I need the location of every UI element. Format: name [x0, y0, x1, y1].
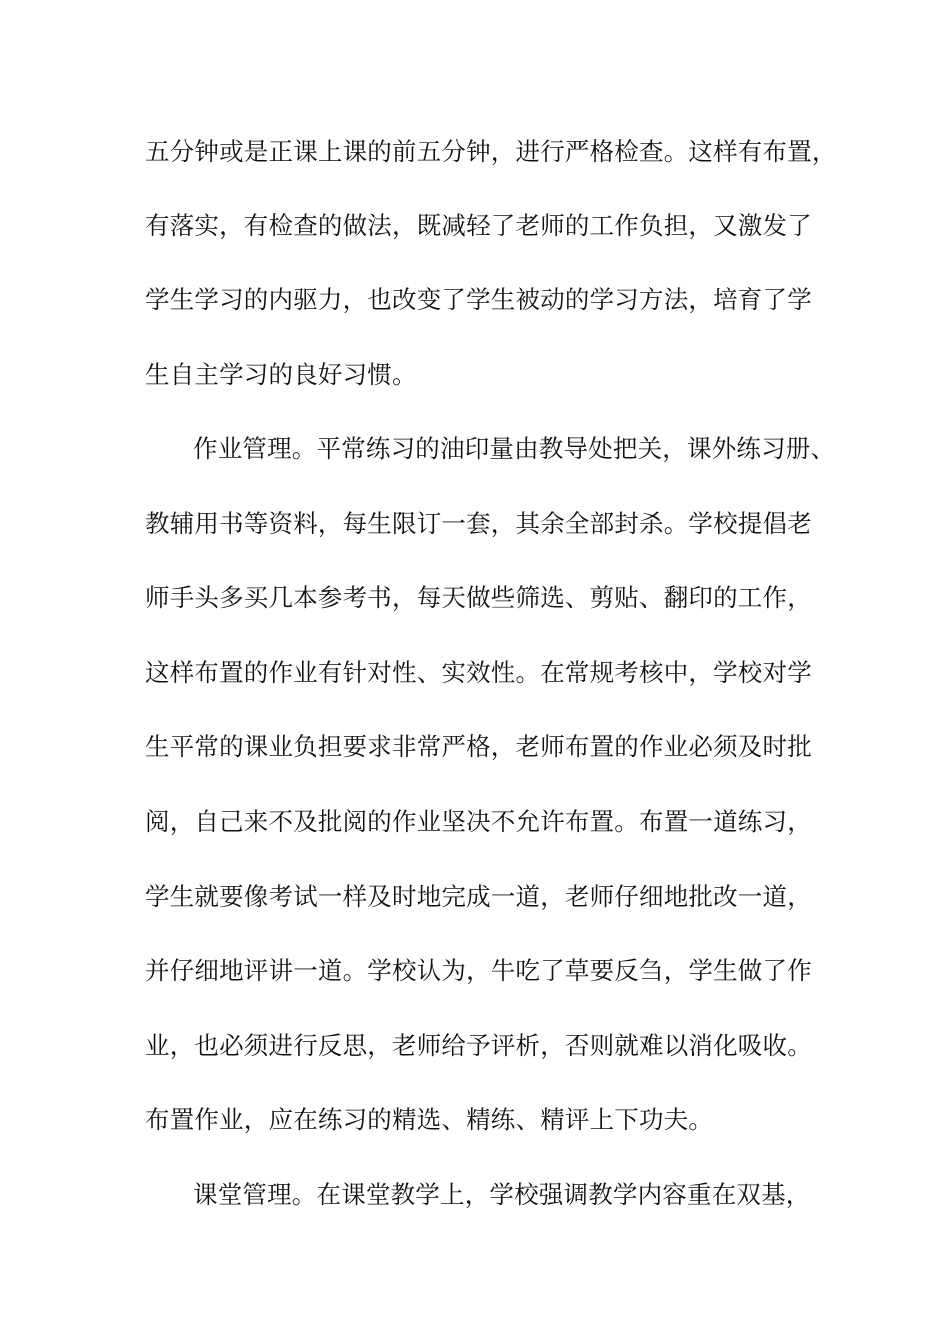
text-line: 并仔细地评讲一道。学校认为，牛吃了草要反刍，学生做了作 — [145, 956, 812, 985]
text-line: 生自主学习的良好习惯。 — [145, 360, 417, 389]
text-line: 布置作业，应在练习的精选、精练、精评上下功夫。 — [145, 1105, 714, 1134]
text-line: 师手头多买几本参考书，每天做些筛选、剪贴、翻印的工作， — [145, 583, 812, 612]
text-line: 教辅用书等资料，每生限订一套，其余全部封杀。学校提倡老 — [145, 509, 812, 538]
paragraph-start-line: 作业管理。平常练习的油印量由教导处把关，课外练习册、 — [193, 434, 836, 463]
text-line: 五分钟或是正课上课的前五分钟，进行严格检查。这样有布置， — [145, 137, 837, 166]
text-line: 生平常的课业负担要求非常严格，老师布置的作业必须及时批 — [145, 732, 812, 761]
text-line: 有落实，有检查的做法，既减轻了老师的工作负担，又激发了 — [145, 211, 812, 240]
text-line: 阅，自己来不及批阅的作业坚决不允许布置。布置一道练习， — [145, 807, 812, 836]
paragraph-start-line: 课堂管理。在课堂教学上，学校强调教学内容重在双基， — [193, 1180, 811, 1209]
text-line: 学生学习的内驱力，也改变了学生被动的学习方法，培育了学 — [145, 285, 812, 314]
text-line: 业，也必须进行反思，老师给予评析，否则就难以消化吸收。 — [145, 1031, 812, 1060]
text-line: 这样布置的作业有针对性、实效性。在常规考核中，学校对学 — [145, 658, 812, 687]
text-line: 学生就要像考试一样及时地完成一道，老师仔细地批改一道， — [145, 882, 812, 911]
